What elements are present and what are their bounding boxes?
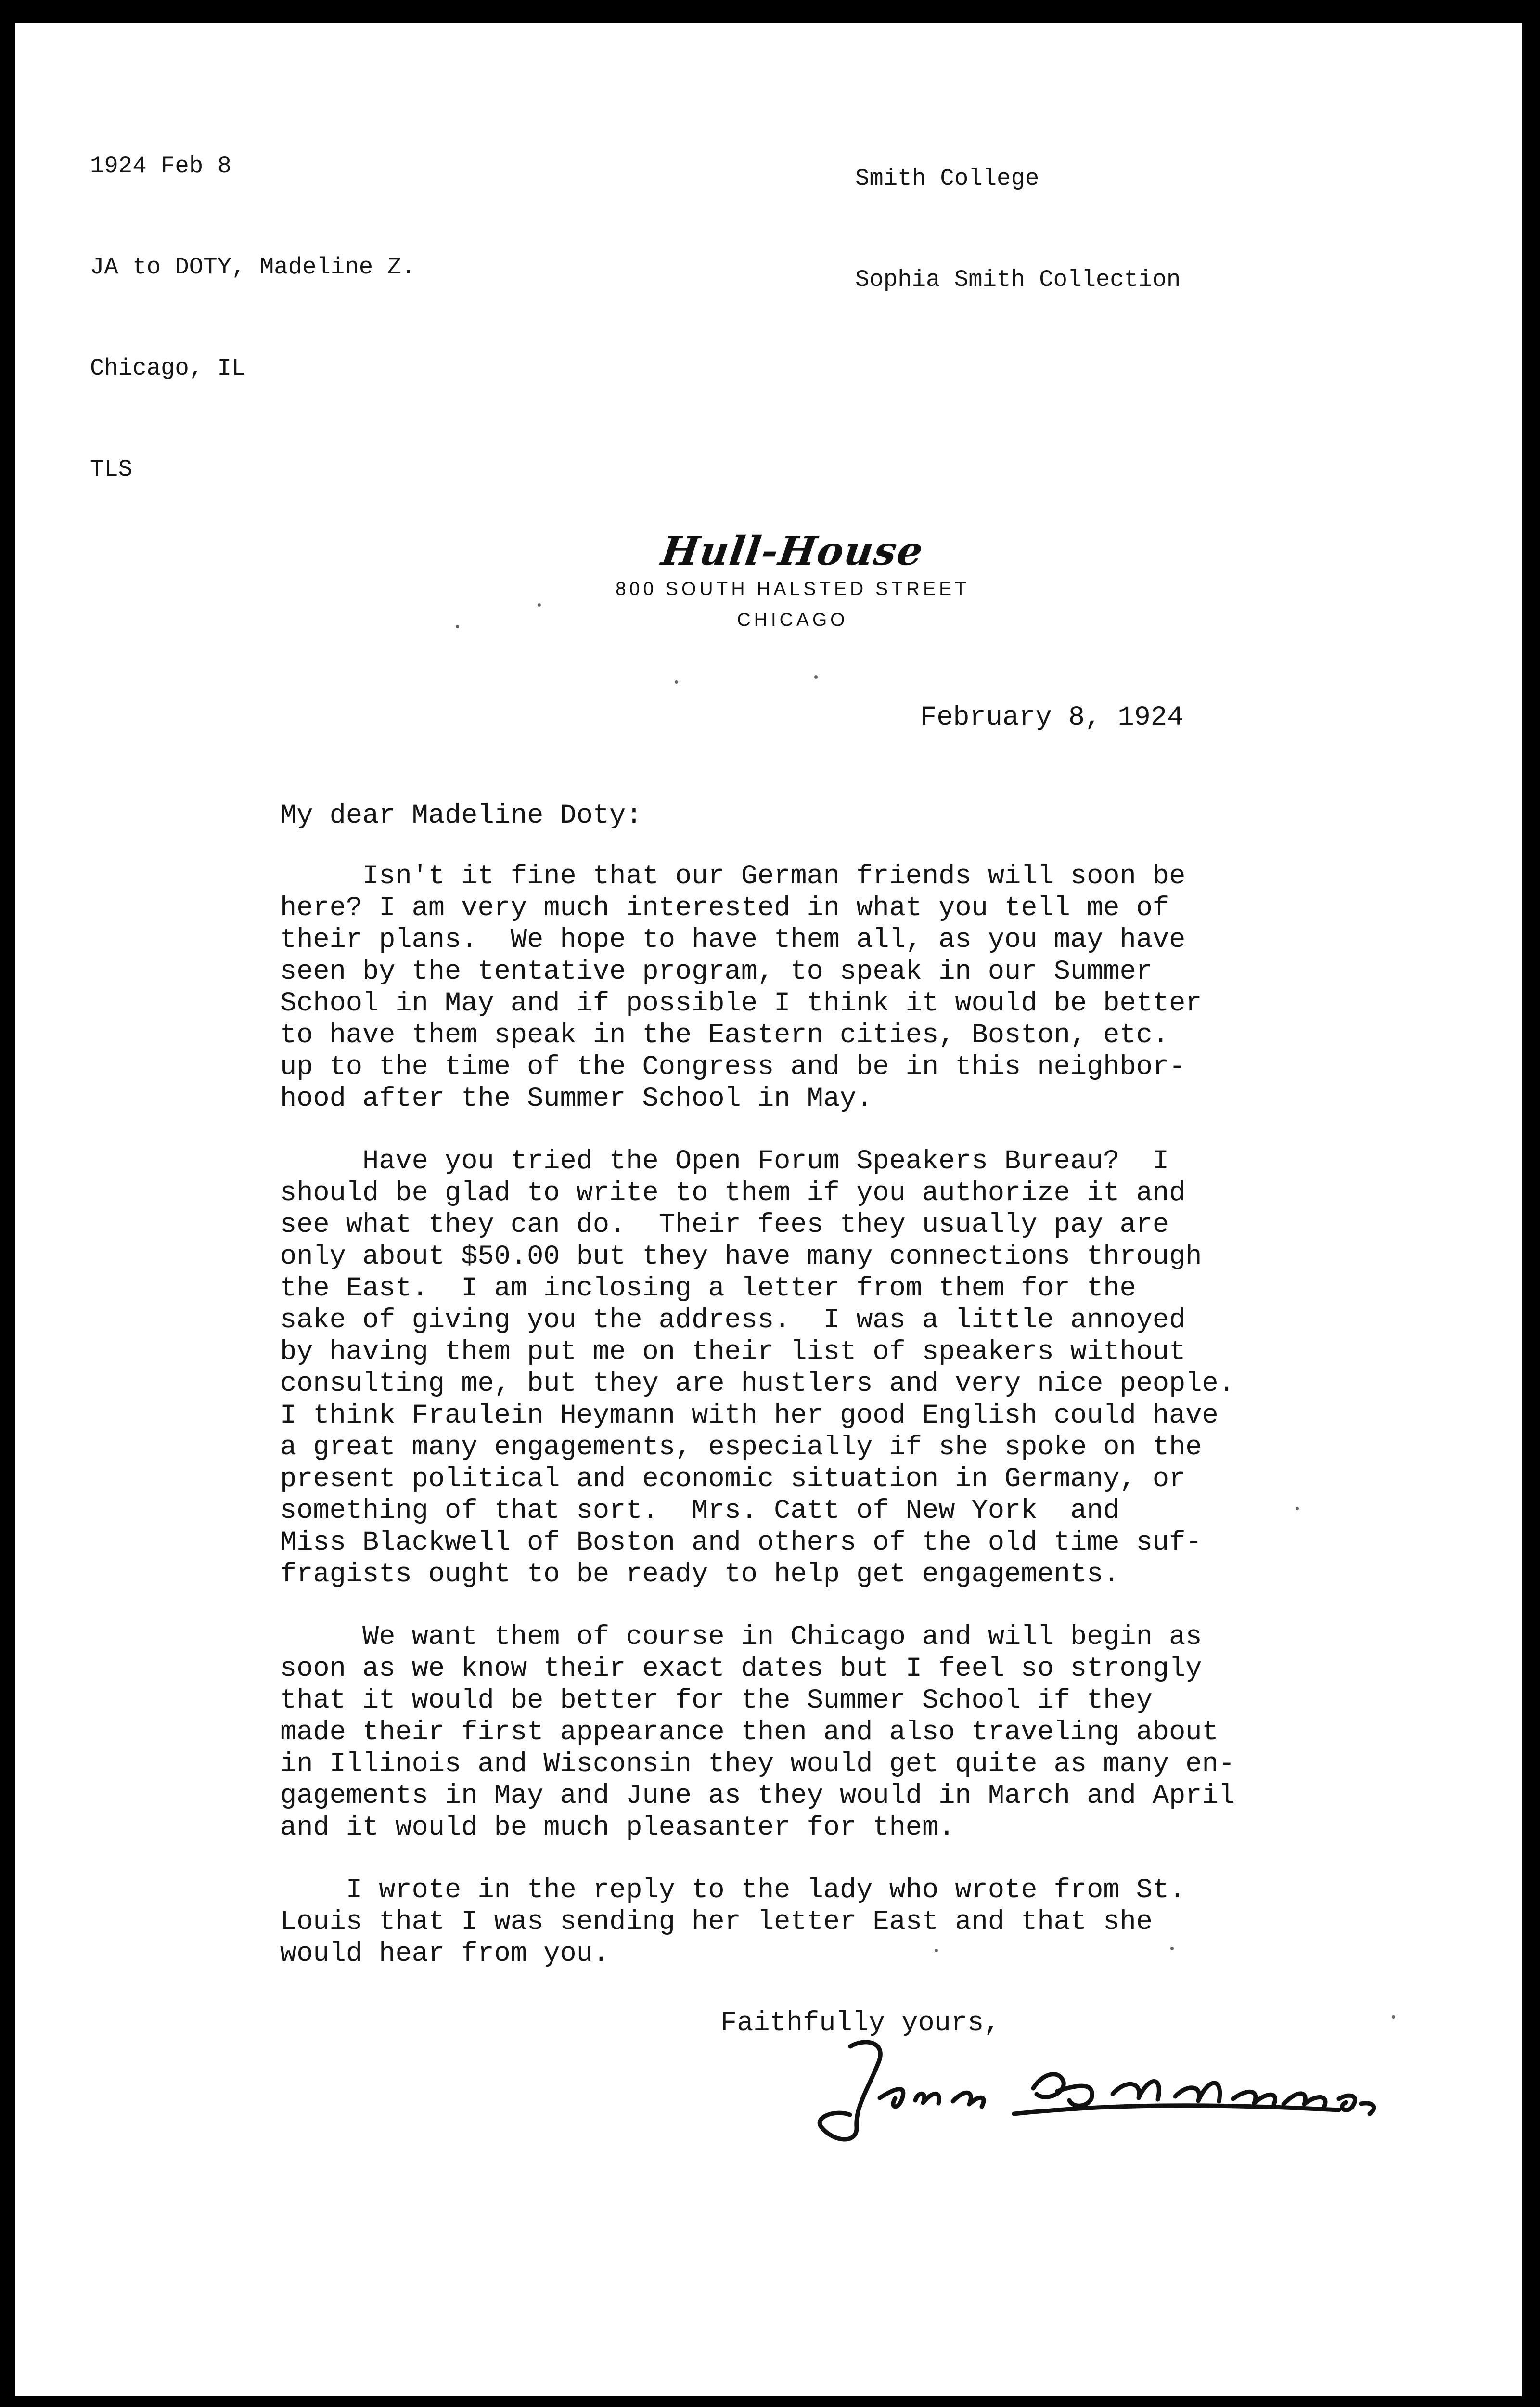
text-line: Louis that I was sending her letter East and that she	[280, 1907, 1153, 1938]
letter-body	[280, 861, 1387, 2001]
text-line: in Illinois and Wisconsin they would get quite as many en-	[280, 1749, 1235, 1780]
archive-recipient: JA to DOTY, Madeline Z.	[90, 254, 416, 281]
letter-paragraph-4	[280, 1875, 1387, 1970]
text-line: I think Fraulein Heymann with her good English could have	[280, 1400, 1219, 1431]
text-line: by having them put me on their list of speakers without	[280, 1337, 1186, 1368]
text-line: School in May and if possible I think it would be better	[280, 988, 1202, 1019]
letter-paragraph-3	[280, 1621, 1387, 1844]
text-line: would hear from you.	[280, 1939, 610, 1969]
text-line: fragists ought to be ready to help get engagements.	[280, 1559, 1120, 1590]
text-line: We want them of course in Chicago and will begin as	[280, 1622, 1202, 1653]
paper-speck	[1296, 1507, 1299, 1510]
text-line: to have them speak in the Eastern cities, Boston, etc.	[280, 1020, 1169, 1051]
text-line: and it would be much pleasanter for them.	[280, 1812, 955, 1843]
text-line: consulting me, but they are hustlers and very nice people.	[280, 1369, 1235, 1399]
letter-paragraph-1	[280, 861, 1387, 1115]
letter-date: February 8, 1924	[920, 702, 1184, 733]
text-line: something of that sort. Mrs. Catt of New York and	[280, 1496, 1120, 1527]
text-line: the East. I am inclosing a letter from them for the	[280, 1273, 1136, 1304]
text-line: here? I am very much interested in what you tell me of	[280, 893, 1169, 924]
archive-place: Chicago, IL	[90, 355, 246, 382]
letterhead-city: CHICAGO	[737, 609, 848, 630]
text-line: soon as we know their exact dates but I feel so strongly	[280, 1654, 1202, 1684]
text-line: only about $50.00 but they have many connections through	[280, 1242, 1202, 1272]
letterhead-name: Hull-House	[658, 528, 927, 574]
letter-page	[15, 23, 1522, 2396]
text-line: Miss Blackwell of Boston and others of the old time suf-	[280, 1527, 1202, 1558]
text-line: hood after the Summer School in May.	[280, 1084, 873, 1114]
text-line: present political and economic situation in Germany, or	[280, 1464, 1186, 1495]
collection-institution: Smith College	[855, 165, 1040, 192]
paper-speck	[456, 625, 459, 628]
archive-document-type: TLS	[90, 456, 133, 483]
text-line: made their first appearance then and also traveling about	[280, 1717, 1219, 1748]
text-line: up to the time of the Congress and be in this neighbor-	[280, 1052, 1186, 1083]
salutation: My dear Madeline Doty:	[280, 801, 642, 831]
collection-name: Sophia Smith Collection	[855, 266, 1181, 293]
paper-speck	[814, 675, 818, 679]
text-line: Isn't it fine that our German friends will soon be	[280, 861, 1186, 892]
text-line: see what they can do. Their fees they usually pay are	[280, 1210, 1169, 1241]
closing: Faithfully yours,	[720, 2008, 1001, 2039]
paper-speck	[935, 1949, 938, 1952]
text-line: a great many engagements, especially if she spoke on the	[280, 1432, 1202, 1463]
paper-speck	[675, 680, 678, 684]
paper-speck	[538, 603, 541, 607]
collection-label	[855, 94, 1181, 364]
letter-paragraph-2	[280, 1146, 1387, 1591]
letterhead-address: 800 SOUTH HALSTED STREET	[616, 579, 970, 599]
text-line: should be glad to write to them if you authorize it and	[280, 1178, 1186, 1209]
text-line: Have you tried the Open Forum Speakers Bureau? I	[280, 1146, 1169, 1177]
handwritten-signature	[800, 2028, 1397, 2153]
paper-speck	[1170, 1947, 1174, 1950]
text-line: gagements in May and June as they would in March and April	[280, 1781, 1235, 1812]
hull-house-letterhead	[526, 529, 1060, 635]
text-line: that it would be better for the Summer School if they	[280, 1685, 1153, 1716]
text-line: seen by the tentative program, to speak in our Summer	[280, 957, 1153, 987]
paper-speck	[1392, 2015, 1395, 2019]
archive-date: 1924 Feb 8	[90, 153, 232, 180]
text-line: I wrote in the reply to the lady who wrote from St.	[280, 1875, 1186, 1906]
text-line: sake of giving you the address. I was a little annoyed	[280, 1305, 1186, 1336]
text-line: their plans. We hope to have them all, as you may have	[280, 925, 1186, 956]
archive-metadata	[90, 82, 415, 554]
